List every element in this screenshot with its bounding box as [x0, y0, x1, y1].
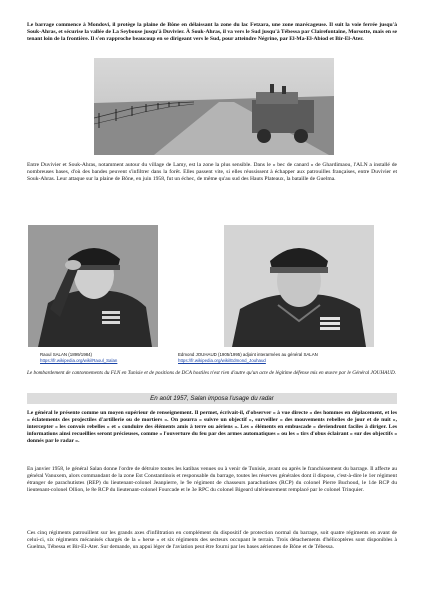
jouhaud-portrait [224, 225, 374, 347]
italic-note: Le bombardement de cantonnements du FLN en Tunisie et de positions de DCA hostiles n'est rien d'autre qu'un acte de légitime défense mis en œuvre par le Général JOUHAUD. [27, 370, 397, 376]
salan-wiki-link[interactable]: https://fr.wikipedia.org/wiki/Raoul_Salan [40, 358, 118, 363]
salan-caption-name: Raoul SALAN (1899/1984) [40, 352, 92, 357]
salan-portrait [28, 225, 158, 347]
body-paragraph-2: En janvier 1958, le général Salan donne l'ordre de détruire toutes les katibas venues ou à venir de Tunisie, avant ou après le franchissement du barrage. Il affecte au général Vanuxem, alors commandant de la zone Est Constantinois et responsable du barrage, toutes les réserves générales dont il dispose, c'est-à-dire le 1er régiment étranger de parachutistes (REP) du lieutenant-colonel Jeanpierre, le 9e régiment de chasseurs parachutistes (RCP) du colonel Pierre Buchoud, le 14e RCP du lieutenant-colonel Ollion, le 8e RCP du lieutenant-colonel Fourcade et le 3e RPC du colonel Bigeard ultérieurement remplacé par le colonel Trinquier. [27, 466, 397, 494]
barrage-road-image [94, 58, 334, 155]
radar-paragraph: Le général le présente comme un moyen supérieur de renseignement. Il permet, écrivait-il, d'observer « à vue directe » des hommes en déplacement, et les « éclatements des projectiles d'artillerie ou de mortiers ». On pourra « suivre un objectif », surveiller « des mouvements rebelles de jour et de nuit », intercepter « les convois rebelles » et « conduire des éléments amis à terre ou aériens ». Les « éléments en embuscade » deviendront faciles à diriger. Les informations ainsi recueillies seront précieuses, comme « l'ouverture du feu par des armes automatiques » ou les « tirs d'obus éclairant » sur des objectifs « donnés par le radar ». [27, 410, 397, 445]
intro-paragraph: Le barrage commence à Mondovi, il protège la plaine de Bône en délaissant la zone du lac Fetzara, une zone marécageuse. Il suit la voie ferrée jusqu'à Souk-Ahras, et sécurise la vallée de La Seybouse jusqu'à Duvivier. À Souk-Ahras, il va vers le Sud jusqu'à Tébessa par Clairefontaine, Morsotte, mais en se tenant loin de la frontière. Il s'en rapproche beaucoup en se dirigeant vers le Sud, pour atteindre Négrine, par El-Ma-El-Abiod et Bir-El-Ater. [27, 22, 397, 43]
body-paragraph-1: Entre Duvivier et Souk-Ahras, notamment autour du village de Lamy, est la zone la plus sensible. Dans le « bec de canard » de Ghardimaou, l'ALN a installé de nombreuses bases, d'où des bandes peuvent s'infiltrer dans la forêt. Elles passent vite, si elles réussissent à échapper aux patrouilles françaises, entre Duvivier et Souk-Ahras. Leur attaque sur la plaine de Bône, en juin 1958, fut un échec, de même qu'au sud des Hauts Plateaux, la bataille de Guelma. [27, 162, 397, 183]
salan-portrait-image [28, 225, 158, 347]
jouhaud-portrait-image [224, 225, 374, 347]
body-paragraph-3: Ces cinq régiments patrouillent sur les grands axes d'infiltration en complément du dispositif de protection normal du barrage, soit quatre régiments en avant de celui-ci, six régiments mécanisés chargés de la « herse » et six régiments des secteurs occupant le terrain. Trois détachements d'hélicoptères sont disponibles à Guelma, Tébessa et Bir-El-Ater. Sur demande, un appui léger de l'aviation peut être fourni par les bases aériennes de Bône et de Tébessa. [27, 530, 397, 551]
barrage-road-photo [94, 58, 334, 155]
jouhaud-caption: Edmond JOUHAUD (1905/1995) adjoint interarmées au général SALAN [178, 352, 318, 357]
jouhaud-wiki-link[interactable]: https://fr.wikipedia.org/wiki/Edmond_Jouhaud [178, 358, 266, 363]
section-band [27, 393, 397, 404]
section-band-title: En août 1957, Salan imposa l'usage du radar [150, 395, 274, 402]
